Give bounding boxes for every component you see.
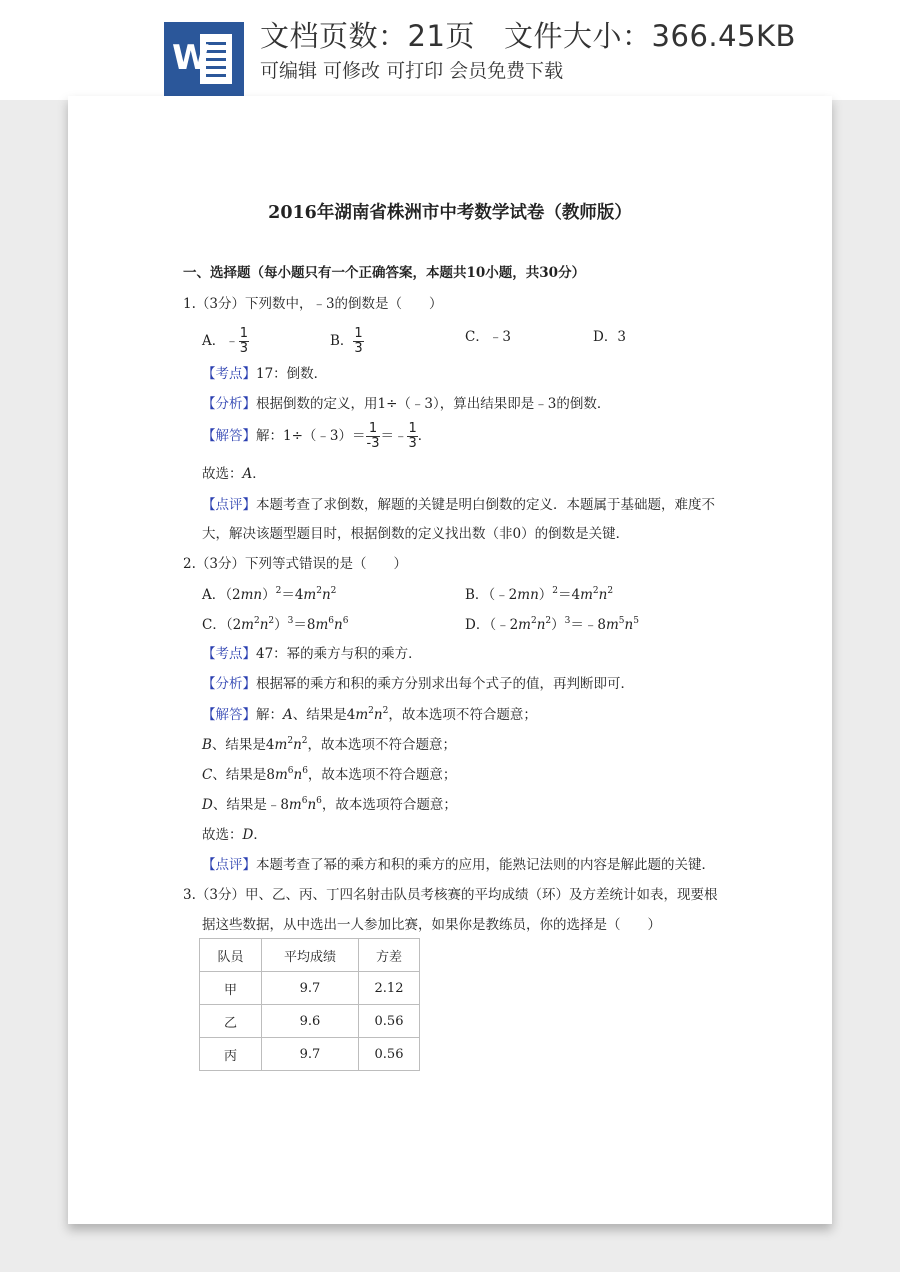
- section-heading: 一、选择题（每小题只有一个正确答案，本题共10小题，共30分）: [183, 265, 586, 281]
- table-header-row: [200, 939, 420, 972]
- q1-option-b: B． $\frac{1}{3}$: [330, 326, 363, 356]
- table-cell: 9.7: [262, 972, 359, 1005]
- q2-dianping: 【点评】本题考查了幂的乘方和积的乘方的应用，能熟记法则的内容是解此题的关键．: [202, 857, 715, 873]
- fraction: $\frac{1}{3}$: [239, 326, 249, 356]
- fraction: $\frac{1}{3}$: [408, 421, 417, 451]
- q2-fenxi: 【分析】根据幂的乘方和积的乘方分别求出每个式子的值，再判断即可．: [202, 676, 634, 692]
- document-page: [68, 96, 832, 1224]
- q1-fenxi: 【分析】根据倒数的定义，用1÷（﹣3），算出结果即是﹣3的倒数．: [202, 396, 611, 412]
- page-title: 2016年湖南省株洲市中考数学试卷（教师版）: [268, 203, 632, 223]
- question-3-stem: 3.（3分）甲、乙、丙、丁四名射击队员考核赛的平均成绩（环）及方差统计如表，现要根: [183, 887, 718, 903]
- table-cell: 9.6: [262, 1005, 359, 1038]
- q2-jieda-b: B、结果是$4m^2n^2$，故本选项不符合题意；: [202, 736, 456, 753]
- question-1-stem: 1.（3分）下列数中，﹣3的倒数是（ ）: [183, 296, 443, 312]
- q2-kaodian: 【考点】47：幂的乘方与积的乘方．: [202, 646, 422, 662]
- score-table: [199, 938, 420, 1071]
- word-logo-letter: W: [172, 38, 210, 78]
- document-features: 可编辑 可修改 可打印 会员免费下载: [260, 60, 564, 82]
- q2-jieda: 【解答】解：A、结果是$4m^2n^2$，故本选项不符合题意；: [202, 706, 537, 723]
- table-cell: 9.7: [262, 1038, 359, 1071]
- fraction: $\frac{1}{-3}$: [366, 421, 380, 451]
- q1-jieda: 【解答】解：1÷（﹣3）＝ $\frac{1}{-3}$ ＝﹣ $\frac{1}{3}$ ．: [202, 421, 432, 451]
- download-banner: [0, 0, 900, 100]
- fraction: $\frac{1}{3}$: [354, 326, 363, 356]
- table-header: 队员: [200, 939, 262, 972]
- q1-option-d: D．3: [593, 329, 626, 345]
- q2-answer: 故选：D．: [202, 827, 267, 843]
- word-document-icon: [164, 22, 244, 96]
- table-cell: 乙: [200, 1005, 262, 1038]
- q1-answer: 故选：A．: [202, 466, 266, 482]
- document-info: 文档页数：21页 文件大小：366.45KB: [260, 19, 796, 53]
- q2-jieda-c: C、结果是$8m^6n^6$，故本选项不符合题意；: [202, 766, 457, 783]
- table-cell: 0.56: [359, 1005, 420, 1038]
- table-header: 方差: [359, 939, 420, 972]
- q1-option-a: A．﹣ $\frac{1}{3}$: [202, 326, 249, 356]
- table-row: [200, 1038, 420, 1071]
- q2-jieda-d: D、结果是$﹣8m^6n^6$，故本选项符合题意；: [202, 796, 457, 813]
- table-cell: 甲: [200, 972, 262, 1005]
- table-row: [200, 1005, 420, 1038]
- q2-option-a: A．$(2mn)^2=4m^2n^2$: [202, 586, 337, 603]
- q1-dianping-cont: 大，解决该题型题目时，根据倒数的定义找出数（非0）的倒数是关键．: [202, 526, 630, 542]
- q1-kaodian: 【考点】17：倒数．: [202, 366, 328, 382]
- table-cell: 2.12: [359, 972, 420, 1005]
- table-header: 平均成绩: [262, 939, 359, 972]
- q1-option-c: C．﹣3: [465, 329, 511, 345]
- question-3-stem-cont: 据这些数据，从中选出一人参加比赛，如果你是教练员，你的选择是（ ）: [202, 917, 661, 933]
- table-cell: 丙: [200, 1038, 262, 1071]
- q2-option-d: D．$(﹣2m^2n^2)^3=﹣8m^5n^5$: [465, 616, 639, 633]
- question-2-stem: 2.（3分）下列等式错误的是（ ）: [183, 556, 407, 572]
- table-row: [200, 972, 420, 1005]
- q2-option-b: B．$(﹣2mn)^2=4m^2n^2$: [465, 586, 614, 603]
- q2-option-c: C．$(2m^2n^2)^3=8m^6n^6$: [202, 616, 349, 633]
- q1-dianping: 【点评】本题考查了求倒数，解题的关键是明白倒数的定义．本题属于基础题，难度不: [202, 497, 715, 513]
- table-cell: 0.56: [359, 1038, 420, 1071]
